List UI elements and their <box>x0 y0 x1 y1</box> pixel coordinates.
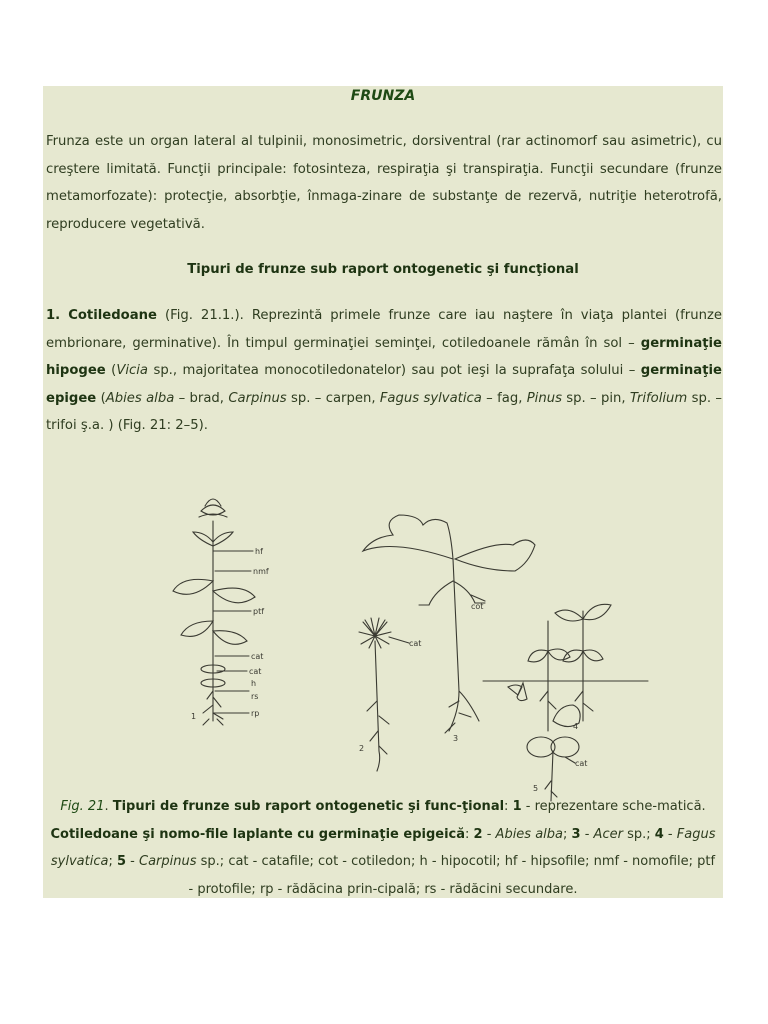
label-cat-pine: cat <box>409 639 422 648</box>
abies-seedling <box>359 618 421 771</box>
label-ptf: ptf <box>253 607 265 616</box>
cotiledoane-paragraph: 1. Cotiledoane (Fig. 21.1.). Reprezintă primele frunze care iau naştere în viaţa plantei (frunze embrionare, germinative). În timpul germinaţiei seminţei, cotiledoanele rămân în sol – germinaţie hipogee (Vicia sp., majoritatea monocotiledonatelor) sau pot ieşi la suprafaţa solului – germinaţie epigee (Abies alba – brad, Carpinus sp. – carpen, Fagus sylvatica – fag, Pinus sp. – pin, Trifolium sp. – trifoi ş.a. ) (Fig. 21: 2–5). <box>46 308 722 433</box>
label-nmf: nmf <box>253 567 269 576</box>
figure-caption: Fig. 21. Tipuri de frunze sub raport ontogenetic şi func-ţional: 1 - reprezentare sche-matică. Cotiledoane şi nomo-file laplante cu germinaţie epigeică: 2 - Abies alba; 3 - Acer sp.; 4 - Fagus sylvatica; 5 - Carpinus sp.; cat - catafile; cot - cotiledon; h - hipocotil; hf - hipsofile; nmf - nomofile; ptf - protofile; rp - rădăcina prin-cipală; rs - rădăcini secundare. <box>50 799 716 897</box>
label-cot-top: cot <box>471 602 484 611</box>
label-rp: rp <box>251 709 260 718</box>
intro-paragraph: Frunza este un organ lateral al tulpinii, monosimetric, dorsiventral (rar actinomorf sau asimetric), cu creştere limitată. Funcţii principale: fotosinteza, respiraţia şi transpiraţia. Funcţii secundare (frunze metamorfozate): protecţie, absorbţie, înmaga-zinare de substanţe de rezervă, nutriţie heterotrofă, reproducere vegetativă. <box>46 134 722 232</box>
label-cat1: cat <box>251 652 264 661</box>
page-title: FRUNZA <box>350 88 416 104</box>
section-number: 1. <box>46 308 61 323</box>
label-n2: 2 <box>359 744 365 753</box>
term-epigee: germinaţie epigee <box>46 363 722 406</box>
label-n5: 5 <box>533 784 539 793</box>
label-n3: 3 <box>453 734 459 743</box>
seedling-illustration <box>153 451 613 793</box>
label-cat-small: cat <box>575 759 588 768</box>
section-subheading: Tipuri de frunze sub raport ontogenetic şi funcţional <box>187 262 579 277</box>
content-panel <box>43 86 723 898</box>
carpinus-seedling <box>527 705 587 801</box>
schematic-plant <box>173 499 269 725</box>
label-n4: 4 <box>573 722 579 731</box>
label-cat2: cat <box>249 667 262 676</box>
term-hipogee: germinaţie hipogee <box>46 335 722 378</box>
label-h: h <box>251 679 257 688</box>
label-n1: 1 <box>191 712 197 721</box>
acer-seedling <box>363 515 535 743</box>
fagus-seedlings <box>483 604 648 731</box>
term-cotiledoane: Cotiledoane <box>68 308 157 323</box>
caption-fig-ref: Fig. 21 <box>60 799 105 814</box>
label-rs: rs <box>251 692 259 701</box>
label-hf: hf <box>255 547 263 556</box>
